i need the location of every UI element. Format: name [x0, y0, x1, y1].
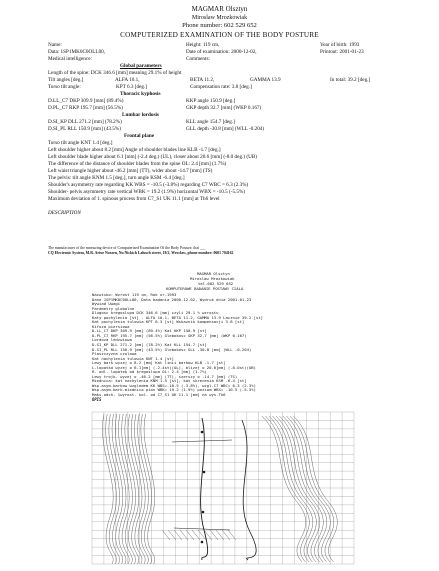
- scan-header-line: MAGMAR Olsztyn: [197, 271, 230, 276]
- printout-date: Printout: 2001-01-23: [320, 49, 364, 55]
- date-of-examination: Date of examination: 2000-12-02,: [186, 49, 257, 55]
- vertebra-marker: [201, 541, 204, 544]
- manufacturer-note: The manufacturer of the measuring device of Computerized Examination Of the Body Posture, that ___: [48, 246, 206, 250]
- body-contour: [102, 414, 337, 564]
- scan-line: Miednica: kat nachylenia KNM 1.5 [st], kat skrecenia KSM -6.4 [st]: [92, 378, 247, 384]
- scan-line: Parametry globalne: [92, 305, 135, 311]
- scan-header-line: Miroslaw Mrozkowiak: [190, 276, 235, 281]
- comments-label: Comments:: [186, 56, 210, 62]
- scan-line: D.SI_KP DLL 271.2 [mm] (78.2%) Kat KLL 154.7 [st]: [92, 342, 207, 348]
- scan-line: Dane 1SP1MK0C0OLL00, Data badania 2000-12-02, Wydruk dnia 2001-01-23: [92, 296, 252, 302]
- company-name: MAGMAR Olsztyn: [191, 5, 248, 13]
- lumbar-gll: GLL depth -30.8 [mm] (WLL -0.204): [186, 126, 265, 132]
- contour-line: [128, 414, 139, 564]
- scan-line: Katy pochylenia [st] - ALFA 10.1, BETA 11.2, GAMMA 13.9 Lacznie 39.2 [st]: [92, 314, 263, 320]
- manufacturer-address: CQ Electronic System, M.R. Artur Norzen, Nu Nickich Lalusch street, 18/2, Wroclaw, phone number: 0601 704162: [48, 251, 234, 255]
- year-of-birth: Year of birth: 1993: [320, 42, 360, 48]
- spine-profile-line: [242, 420, 256, 560]
- frontal-row: Left shoulder blade higher about 6.1 [mm] (-2.4 deg.) (UL), closer about 20.6 [mm] (-8.0 deg.) (UB): [48, 154, 258, 160]
- hatch-line: [216, 530, 224, 540]
- frontal-row: Shoulder's asymmetry rate regarding KK WBS = -10.5 (-3.8%) regarding C7 WBC = 6.3 (2.3%): [48, 182, 249, 188]
- contour-line: [106, 414, 117, 564]
- scan-line: D.LL_C7 DKP 309.9 [mm] (89.4%) Kat KKP 150.9 [st]: [92, 328, 207, 334]
- measurement-markers: [162, 431, 236, 544]
- lumbar-dll: D.SI_KP DLL 271.2 [mm] (78.2%): [48, 119, 122, 125]
- contour-line: [112, 414, 123, 564]
- scan-line: Kat pochylenia tulowia KPT 6.3 [st] Wskaznik kompensacji 3.8 [st]: [92, 319, 245, 325]
- thoracic-rkp: D.PL_C7 RKP 195.7 [mm] (56.5%): [48, 105, 123, 111]
- contour-line: [138, 414, 149, 564]
- hatch-line: [174, 530, 182, 540]
- hatch-line: [168, 530, 176, 540]
- thoracic-kkp: KKP angle 150.9 [deg.]: [186, 98, 236, 104]
- total-angle: In total: 39.2 [deg.]: [330, 77, 371, 83]
- contour-line: [134, 414, 145, 564]
- hatch-line: [162, 530, 170, 540]
- scan-line: Nazwisko: Wzrost 119 cm, Rok ur.1993: [92, 292, 177, 297]
- scan-line: Lordoza ledzwiowa: [92, 337, 132, 343]
- phone-number: Phone number: 602 529 652: [182, 22, 257, 29]
- contour-line: [141, 414, 152, 564]
- scan-line: OPIS: [92, 396, 102, 402]
- scan-line: Lewy bark wyzej o 8.2 [mm] Kat linii barkow KLB -1.7 [st]: [92, 360, 226, 366]
- frontal-row: The difference of the distance of shoulder blades from the spine OL: 2.4 [mm] (1.7%): [48, 161, 227, 167]
- scan-line: Wywiad Uwagi: [92, 301, 121, 307]
- gamma-value: GAMMA 13.9: [250, 77, 281, 83]
- scan-line: Wsp.asym.barkow wzgledem KK WBS=-10.5 (-3.8%), wzgl.C7 WBC= 6.3 (2.3%): [92, 382, 256, 388]
- scan-line: Maks.odch. 1wyrost. kol. od C7_S1 UK 11.1 [mm] na wys.Th6: [92, 392, 226, 398]
- contour-line: [109, 414, 120, 564]
- lumbar-rll: D.SI_PL RLL 150.9 [mm] (43.5%): [48, 126, 121, 132]
- thoracic-gkp: GKP depth 32.7 [mm] (WKP 0.167): [186, 105, 262, 111]
- global-parameters-heading: Global parameters: [120, 63, 162, 69]
- frontal-row: Torso tilt angle KNT 1.4 [deg.]: [48, 140, 113, 146]
- frontal-row: Maximum deviation of 1. spinous process from C7_S1 UK 11.1 [mm] at Th6 level: [48, 196, 220, 202]
- scan-line: Plaszczyzna czolowa: [92, 351, 137, 357]
- thoracic-dkp: D.LL_C7 DKP 309.9 [mm] (89.4%): [48, 98, 124, 104]
- examiner-name: Miroslaw Mrozkowiak: [191, 15, 248, 21]
- frontal-row: Left shoulder higher about 8.2 [mm] Angle of shoulder blades line KLB -1.7 [deg.]: [48, 147, 221, 153]
- name-label: Name:: [48, 42, 62, 48]
- contour-line: [115, 414, 126, 564]
- scan-line: Dlugosc kregoslupa DCK 346.6 [mm] czyli 29.1 % wzrostu: [92, 310, 219, 316]
- description-heading: DESCRIPTION: [48, 210, 81, 216]
- typed-report: [0, 0, 439, 258]
- contour-line: [144, 414, 155, 564]
- scanned-printout: [52, 272, 390, 566]
- scan-line: Kat nachylenia tulowia KNT 1.4 [st]: [92, 355, 174, 361]
- frontal-heading: Frontal plane: [124, 133, 155, 139]
- kpt-value: KPT 6.3 [deg.]: [116, 84, 148, 90]
- height-value: Height: 119 cm,: [186, 42, 220, 48]
- beta-value: BETA 11.2,: [190, 77, 215, 83]
- pelvis-line: [174, 528, 230, 530]
- scan-line: Lewy trojk. wyzej o -46.2 [mm] (TT), szerszy o -14.7 [mm] (TS): [92, 373, 238, 379]
- scan-header-line: KOMPUTEROWE BADANIE POSTAWY CIALA: [166, 286, 244, 291]
- posture-diagram: [52, 272, 390, 566]
- scan-line: Kifoza piersiowa: [92, 323, 130, 329]
- medical-intelligence: Medical intelligence:: [48, 56, 92, 62]
- vertebra-marker: [201, 431, 204, 434]
- thoracic-heading: Thoracic kyphosis: [120, 91, 161, 97]
- lumbar-heading: Lumbar lordosis: [122, 112, 159, 118]
- torso-tilt-label: Torso tilt angle:: [48, 84, 81, 90]
- tilt-angles-label: Tilt angles [deg.]: [48, 77, 84, 83]
- hatch-line: [192, 530, 200, 540]
- frontal-row: The pelvis: tilt angle KNM 1.5 [deg.], turn angle KSM -6.4 [deg.]: [48, 175, 185, 181]
- scan-line: Wsp.asym.bark-miednica pion WBK= 19.2 (1.9%) poziom WBX= -10.5 (-5.5%): [92, 387, 256, 393]
- contour-line: [125, 414, 136, 564]
- data-code: Data: 1SP1MK0C0OLL00,: [48, 49, 106, 55]
- hatch-line: [180, 530, 188, 540]
- compensation-rate: Compensation rate: 3.8 [deg.]: [190, 84, 252, 90]
- contour-line: [122, 414, 133, 564]
- vertebra-marker: [203, 471, 206, 474]
- alfa-value: ALFA 10.1,: [115, 77, 140, 83]
- scan-line: D.PL_C7 RKP 195.7 [mm] (56.5%) Glebokosc GKP 32.7 [mm] (WKP 0.167): [92, 332, 247, 338]
- frontal-row: Shoulder- pelvis asymmetry rate vertical WBK = 19.2 (1.9%) horizontal WBX = -10.5 (-5.5%): [48, 189, 246, 195]
- vertebra-marker: [202, 511, 205, 514]
- report-title: COMPUTERIZED EXAMINATION OF THE BODY POSTURE: [120, 31, 319, 39]
- spine-length: Length of the spine: DCK 346.6 [mm] meaning 29.1% of height: [48, 70, 182, 76]
- scan-line: D.SI_PL RLL 150.9 [mm] (43.5%) Glebokosc GLL -30.8 [mm] (WLL -0.204): [92, 346, 252, 352]
- scan-header-line: tel.602 529 652: [198, 281, 234, 286]
- hatch-line: [222, 530, 230, 540]
- scan-line: R. odl. lopatek od kregoslupa OL: 2.4 [mm] (1.7%): [92, 369, 207, 375]
- contour-line: [131, 414, 142, 564]
- lumbar-kll: KLL angle 154.7 [deg.]: [186, 119, 235, 125]
- scan-line: L.lopatka wyzej o 6.1[mm] (-2.4st)(UL), blizej o 20.6[mm] (-8.0st)(UB): [92, 364, 256, 370]
- frontal-row: Left waist triangle higher about -46.2 [mm] (TT), wider about -14.7 [mm] (TS): [48, 168, 213, 174]
